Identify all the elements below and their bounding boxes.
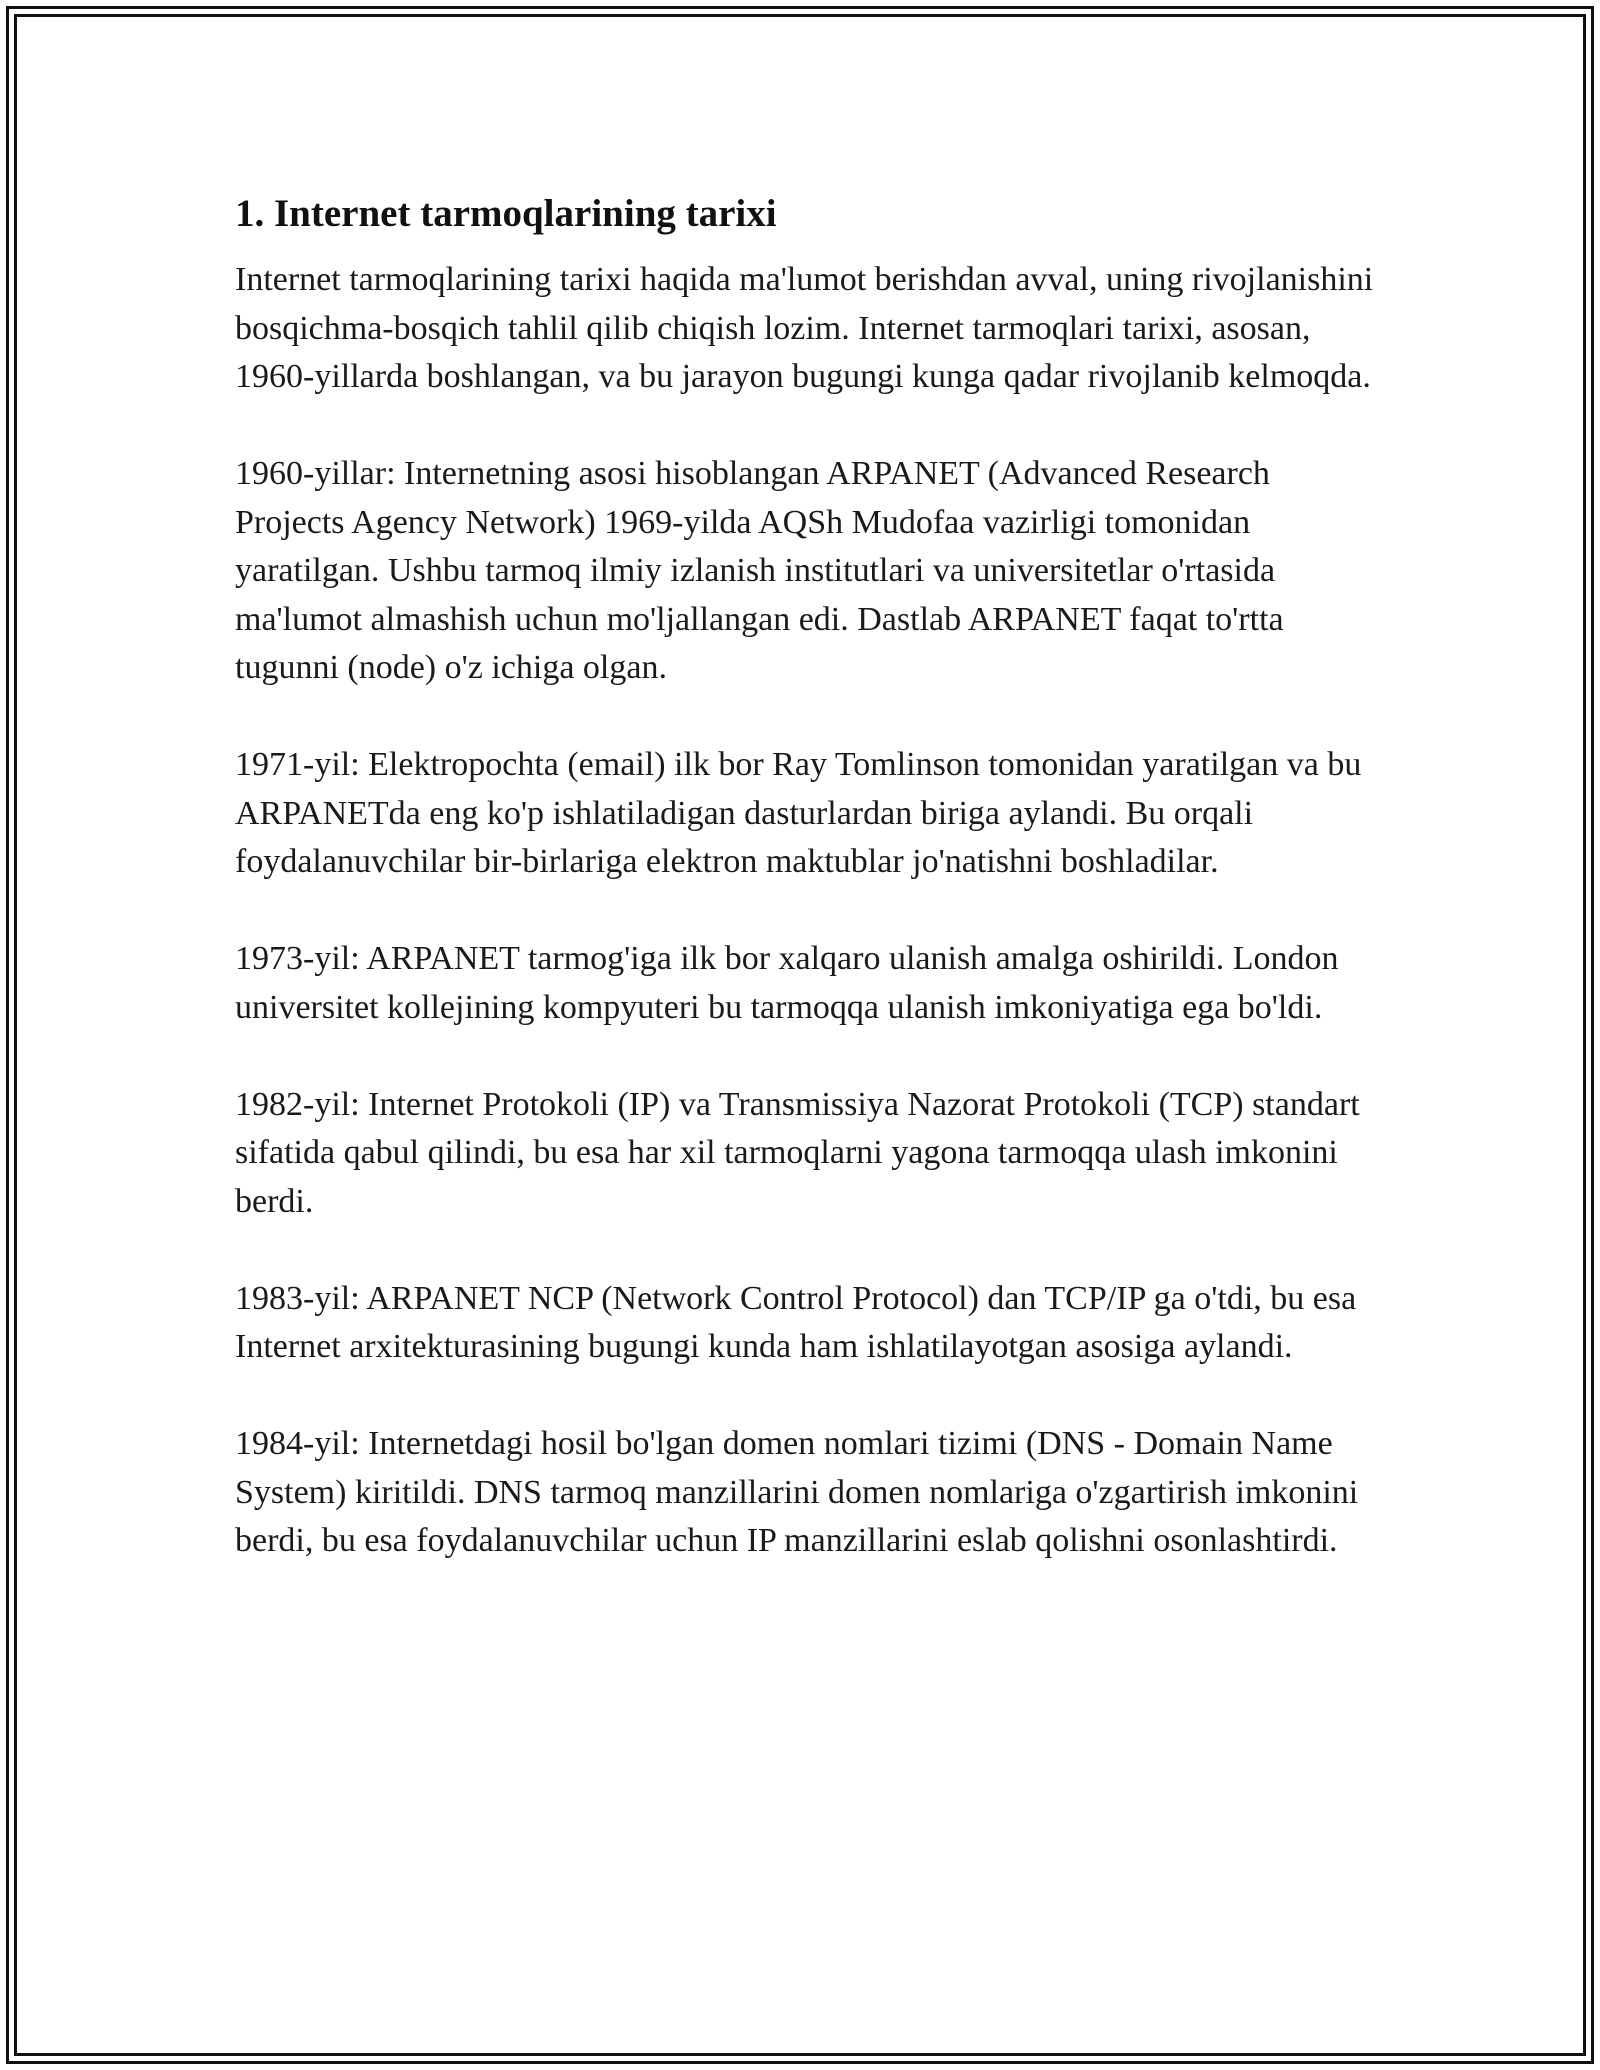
- document-body: [235, 186, 1375, 1614]
- paragraph-intro: Internet tarmoqlarining tarixi haqida ma'lumot berishdan avval, uning rivojlanishini bosqichma-bosqich tahlil qilib chiqish lozim. Internet tarmoqlari tarixi, asosan, 1960-yillarda boshlangan, va bu jarayon bugungi kunga qadar rivojlanib kelmoqda.: [235, 261, 1374, 395]
- paragraph-1960s: 1960-yillar: Internetning asosi hisoblangan ARPANET (Advanced Research Projects Agency Network) 1969-yilda AQSh Mudofaa vazirligi tomonidan yaratilgan. Ushbu tarmoq ilmiy izlanish institutlari va universitetlar o'rtasida ma'lumot almashish uchun mo'ljallangan edi. Dastlab ARPANET faqat to'rtta tugunni (node) o'z ichiga olgan.: [235, 455, 1284, 686]
- paragraph-1982: 1982-yil: Internet Protokoli (IP) va Transmissiya Nazorat Protokoli (TCP) standart sifatida qabul qilindi, bu esa har xil tarmoqlarni yagona tarmoqqa ulash imkonini berdi.: [235, 1085, 1360, 1220]
- paragraph-1971: 1971-yil: Elektropochta (email) ilk bor Ray Tomlinson tomonidan yaratilgan va bu ARPANETda eng ko'p ishlatiladigan dasturlardan biriga aylandi. Bu orqali foydalanuvchilar bir-birlariga elektron maktublar jo'natishni boshladilar.: [235, 746, 1362, 880]
- paragraph-1983: 1983-yil: ARPANET NCP (Network Control Protocol) dan TCP/IP ga o'tdi, bu esa Internet arxitekturasining bugungi kunda ham ishlatilayotgan asosiga aylandi.: [235, 1279, 1357, 1365]
- paragraph-1973: 1973-yil: ARPANET tarmog'iga ilk bor xalqaro ulanish amalga oshirildi. London universitet kollejining kompyuteri bu tarmoqqa ulanish imkoniyatiga ega bo'ldi.: [235, 940, 1339, 1026]
- section-title: 1. Internet tarmoqlarining tarixi: [235, 192, 777, 235]
- paragraph-1984: 1984-yil: Internetdagi hosil bo'lgan domen nomlari tizimi (DNS - Domain Name System) kiritildi. DNS tarmoq manzillarini domen nomlariga o'zgartirish imkonini berdi, bu esa foydalanuvchilar uchun IP manzillarini eslab qolishni osonlashtirdi.: [235, 1425, 1359, 1559]
